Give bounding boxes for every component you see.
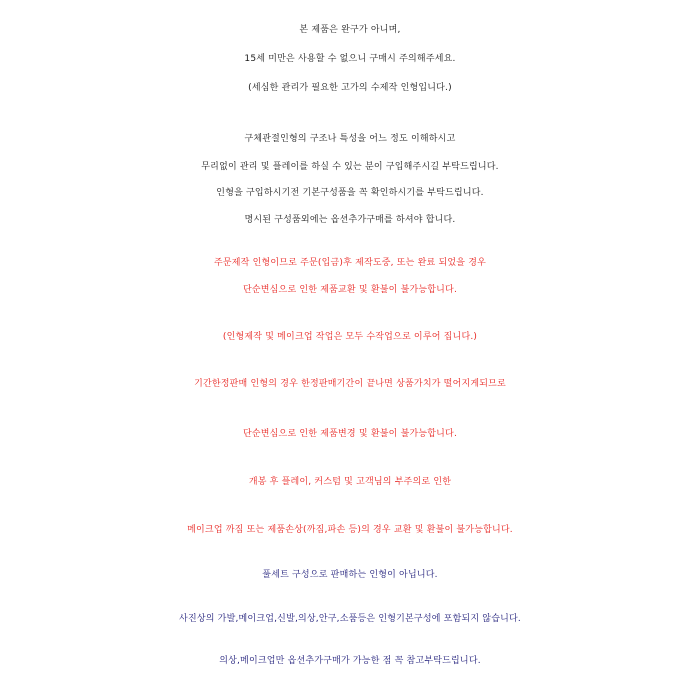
- guidance-line-3: 인형을 구입하시기전 기본구성품을 꼭 확인하시기를 부탁드립니다.: [216, 188, 484, 198]
- warning-line-1: 주문제작 인형이므로 주문(입금)후 제작도중, 또는 완료 되었을 경우: [213, 258, 487, 268]
- intro-line-3: (세심한 관리가 필요한 고가의 수제작 인형입니다.): [248, 83, 452, 93]
- info-line-1: 풀세트 구성으로 판매하는 인형이 아닙니다.: [262, 570, 438, 580]
- guidance-line-2: 무리없이 관리 및 플레이를 하실 수 있는 분이 구입해주시길 부탁드립니다.: [201, 162, 499, 172]
- warning-line-6: 개봉 후 플레이, 커스텀 및 고객님의 부주의로 인한: [248, 477, 452, 487]
- info-line-2: 사진상의 가발,메이크업,신발,의상,안구,소품등은 인형기본구성에 포함되지 않습니다.: [179, 614, 521, 624]
- warning-line-7: 메이크업 까짐 또는 제품손상(까짐,파손 등)의 경우 교환 및 환불이 불가능합니다.: [187, 525, 513, 535]
- info-line-3: 의상,메이크업만 옵션추가구매가 가능한 점 꼭 참고부탁드립니다.: [219, 656, 481, 666]
- warning-line-2: 단순변심으로 인한 제품교환 및 환불이 불가능합니다.: [242, 285, 458, 295]
- intro-line-1: 본 제품은 완구가 아니며,: [299, 25, 401, 35]
- warning-line-5: 단순변심으로 인한 제품변경 및 환불이 불가능합니다.: [242, 429, 458, 439]
- intro-line-2: 15세 미만은 사용할 수 없으니 구매시 주의해주세요.: [244, 54, 456, 64]
- warning-line-3: (인형제작 및 메이크업 작업은 모두 수작업으로 이루어 집니다.): [222, 332, 478, 342]
- guidance-line-4: 명시된 구성품외에는 옵션추가구매를 하셔야 합니다.: [244, 215, 456, 225]
- warning-line-4: 기간한정판매 인형의 경우 한정판매기간이 끝나면 상품가치가 떨어지게되므로: [194, 379, 506, 389]
- guidance-line-1: 구체관절인형의 구조나 특성을 어느 정도 이해하시고: [244, 134, 456, 144]
